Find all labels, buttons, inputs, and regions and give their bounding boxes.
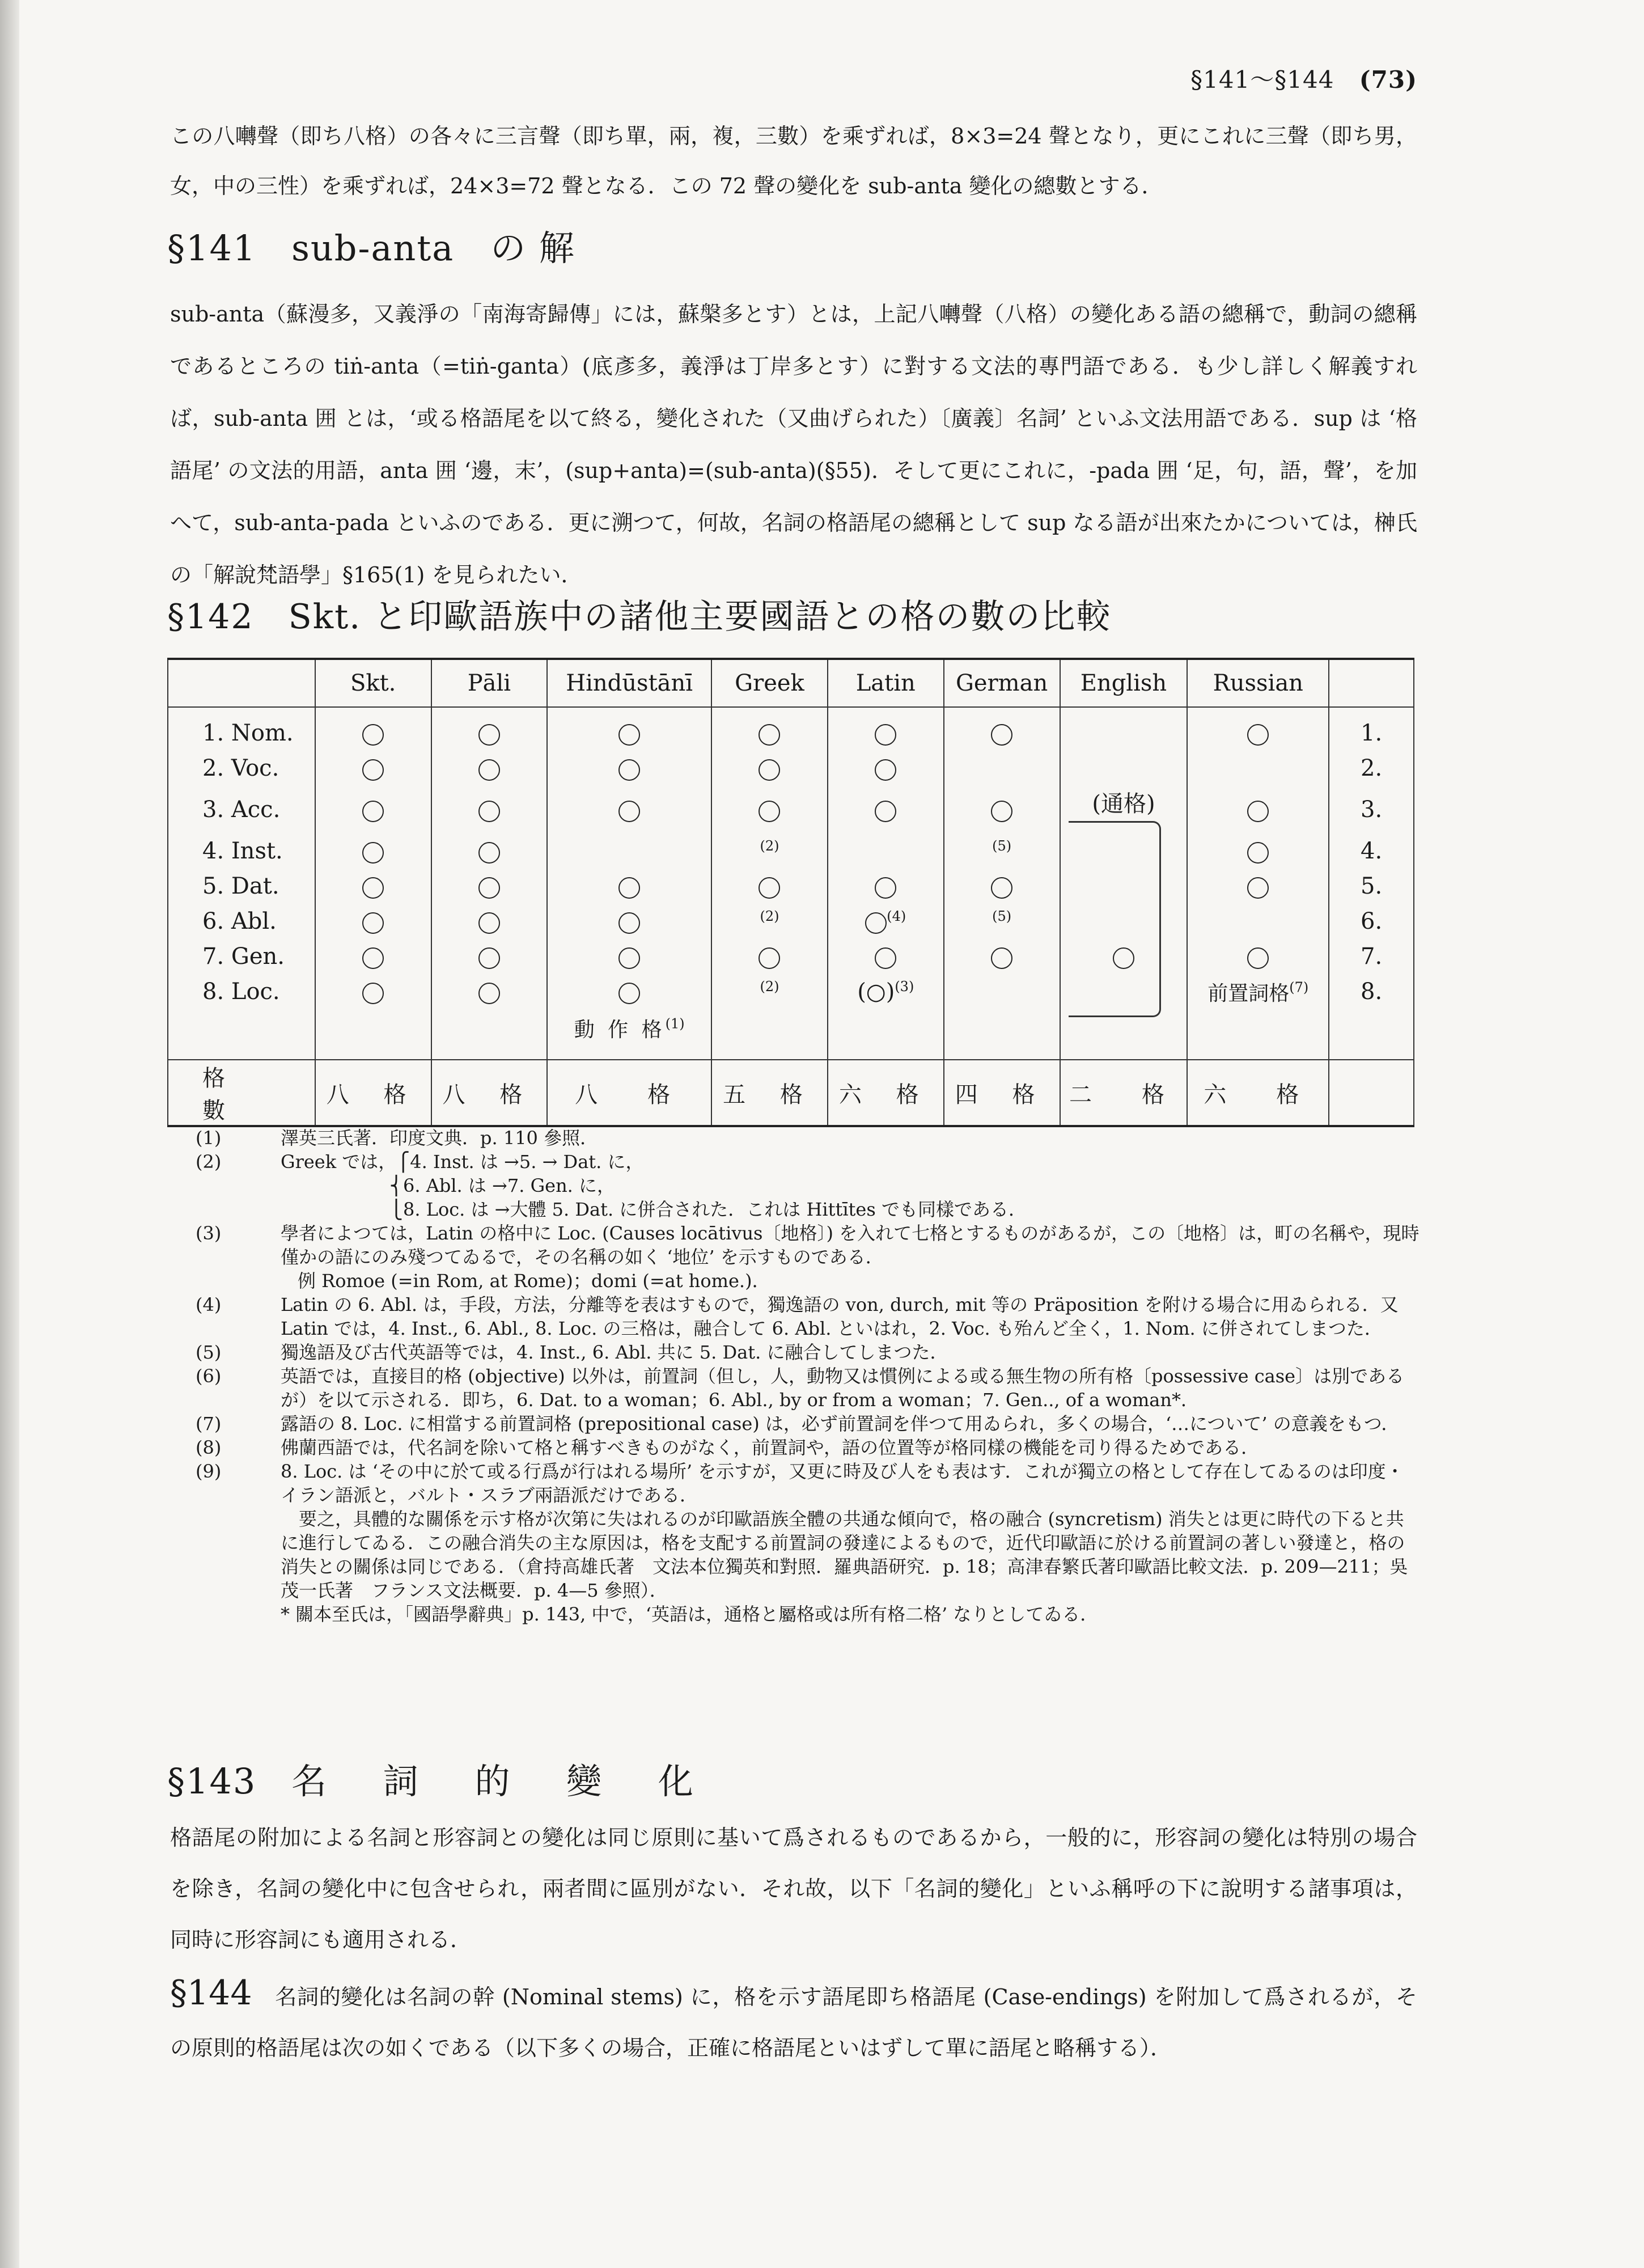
section-number: §142	[167, 597, 254, 637]
case-count: 八 格	[315, 1060, 431, 1126]
case-mark	[478, 842, 500, 864]
table-row	[168, 869, 1414, 904]
page-edge	[0, 0, 19, 2268]
case-count: 八 格	[431, 1060, 548, 1126]
case-mark	[362, 724, 384, 746]
case-count: 二 格	[1060, 1060, 1188, 1126]
case-mark	[1247, 724, 1269, 746]
case-mark	[362, 947, 384, 969]
note-ref: (2)	[760, 908, 779, 924]
col-header: Skt.	[315, 659, 431, 707]
row-number: 4.	[1329, 833, 1414, 869]
running-header	[1190, 61, 1417, 95]
case-mark	[478, 912, 500, 934]
case-label: 3. Acc.	[168, 786, 315, 833]
case-mark	[478, 877, 500, 899]
col-header: Russian	[1187, 659, 1329, 707]
row-number: 1.	[1329, 707, 1414, 751]
case-label: 1. Nom.	[168, 707, 315, 751]
case-mark	[618, 983, 640, 1004]
english-case-bracket	[1069, 821, 1161, 1017]
table-row	[168, 1014, 1414, 1060]
case-mark	[865, 912, 887, 934]
col-header: English	[1060, 659, 1188, 707]
case-label: 4. Inst.	[168, 833, 315, 869]
footnote: (6) 英語では，直接目的格 (objective) 以外は，前置詞（但し，人，動物又は慣例による或る無生物の所有格〔possessive case〕は別であるが）を以て示される．即ち，6. Dat. to a woman；6. Abl., by or from a woman；7. Gen.., of a woman*．	[196, 1365, 1405, 1411]
case-mark	[362, 842, 384, 864]
case-mark	[875, 877, 896, 899]
footnote: (8) 佛蘭西語では，代名詞を除いて格と稱すべきものがなく，前置詞や，語の位置等が格同樣の機能を司り得るためである．	[196, 1437, 1260, 1458]
case-label: 8. Loc.	[168, 974, 315, 1014]
col-header: Pāli	[431, 659, 548, 707]
footnote: (2) Greek では，⎧4. Inst. は →5. → Dat. に， ⎨6. Abl. は →7. Gen. に， ⎩8. Loc. は →大體 5. Dat. に併合された．これは Hittītes でも同樣である．	[196, 1151, 1027, 1220]
russian-prepositional-case: 前置詞格	[1207, 981, 1290, 1005]
case-mark	[759, 759, 780, 781]
section-title: 名 詞 的 變 化	[291, 1761, 716, 1802]
row-number: 8.	[1329, 974, 1414, 1014]
section-number: §143	[167, 1761, 257, 1802]
case-mark	[478, 724, 500, 746]
footnote: (5) 獨逸語及び古代英語等では，4. Inst., 6. Abl. 共に 5. Dat. に融合してしまつた．	[196, 1342, 948, 1363]
case-mark	[618, 947, 640, 969]
row-number: 7.	[1329, 939, 1414, 974]
case-mark	[618, 877, 640, 899]
col-header: German	[944, 659, 1060, 707]
case-mark	[478, 947, 500, 969]
case-label: 2. Voc.	[168, 751, 315, 786]
corner-cell	[168, 659, 315, 707]
row-number: 5.	[1329, 869, 1414, 904]
note-ref: (7)	[1289, 979, 1309, 996]
page-number: (73)	[1359, 66, 1417, 94]
hindustani-agentive-case: 動 作 格	[574, 1018, 666, 1042]
case-mark	[478, 801, 500, 822]
case-mark	[759, 801, 780, 822]
case-mark	[362, 912, 384, 934]
case-mark	[875, 801, 896, 822]
case-mark	[759, 877, 780, 899]
case-label: 7. Gen.	[168, 939, 315, 974]
case-mark	[1247, 801, 1269, 822]
row-number: 3.	[1329, 786, 1414, 833]
note-ref: (1)	[665, 1015, 685, 1032]
section-142-heading	[167, 590, 1111, 638]
intro-paragraph: この八囀聲（即ち八格）の各々に三言聲（即ち單，兩，複，三數）を乘ずれば，8×3=24 聲となり，更にこれに三聲（即ち男，女，中の三性）を乘ずれば，24×3=72 聲となる．この 72 聲の變化を sub-anta 變化の總數とする．	[170, 124, 1417, 198]
case-mark	[875, 759, 896, 781]
case-count: 五 格	[711, 1060, 828, 1126]
case-mark	[618, 759, 640, 781]
section-number: §141	[167, 227, 257, 269]
section-number: §144	[170, 1973, 252, 2013]
case-mark	[478, 759, 500, 781]
case-mark	[759, 724, 780, 746]
case-mark	[991, 877, 1012, 899]
case-mark	[618, 724, 640, 746]
case-mark	[759, 947, 780, 969]
footnote: (3) 學者によつては，Latin の格中に Loc. (Causes locātivus〔地格〕) を入れて七格とするものがあるが，この〔地格〕は，町の名稱や，現時僅かの語にのみ殘つてゐるで，その名稱の如く ‘地位’ を示すものである． 例 Romoe (=in Rom, at Rome)；domi (=at home.)．	[196, 1222, 1420, 1292]
case-comparison-table	[167, 658, 1414, 1127]
english-common-case: (通格)	[1092, 790, 1155, 817]
case-count: 六 格	[1187, 1060, 1329, 1126]
case-count: 六 格	[828, 1060, 944, 1126]
case-mark	[1247, 947, 1269, 969]
case-mark	[362, 801, 384, 822]
col-header: Greek	[711, 659, 828, 707]
footnote: (7) 露語の 8. Loc. に相當する前置詞格 (prepositional case) は，必ず前置詞を伴つて用ゐられ，多くの場合，‘…について’ の意義をもつ．	[196, 1413, 1400, 1435]
note-ref: (5)	[992, 837, 1012, 854]
section-143-heading	[167, 1753, 716, 1804]
table-row	[168, 939, 1414, 974]
case-mark	[991, 947, 1012, 969]
case-mark	[618, 801, 640, 822]
note-ref: (2)	[760, 837, 779, 854]
case-mark	[991, 801, 1012, 822]
case-count: 八 格	[547, 1060, 711, 1126]
section-141-body: sub-anta（蘇漫多，又義淨の「南海寄歸傳」には，蘇槃多とす）とは，上記八囀聲（八格）の變化ある語の總稱で，動詞の總稱であるところの tiṅ-anta（=tiṅ-ganta）(底彥多，義淨は丁岸多とす）に對する文法的專門語である．も少し詳しく解義すれば，sub-anta 囲 とは，‘或る格語尾を以て終る，變化された（又曲げられた）〔廣義〕名詞’ といふ文法用語である．sup は ‘格語尾’ の文法的用語，anta 囲 ‘邊，末’，(sup+anta)=(sub-anta)(§55)．そして更にこれに，-pada 囲 ‘足，句，語，聲’，を加へて，sub-anta-pada といふのである．更に溯つて，何故，名詞の格語尾の總稱として sup なる語が出來たかについては，榊氏の「解說梵語學」§165(1) を見られたい．	[170, 302, 1417, 587]
case-mark	[478, 983, 500, 1004]
footnote: (9) 8. Loc. は ‘その中に於て或る行爲が行はれる場所’ を示すが，又更に時及び人をも表はす．これが獨立の格として存在してゐるのは印度・イラン語派と，バルト・スラブ兩語派だけである． 要之，具體的な關係を示す格が次第に失はれるのが印歐語族全體の共通な傾向で，格の融合 (syncretism) 消失とは更に時代の下ると共に進行してゐる．この融合消失の主な原因は，格を支配する前置詞の發達によるもので，近代印歐語に於ける前置詞の著しい發達と，格の消失との關係は同じである．（倉持高雄氏著 文法本位獨英和對照．羅典語研究．p. 18；高津春繁氏著印歐語比較文法．p. 209—211；吳茂一氏著 フランス文法概要．p. 4—5 參照）． * 關本至氏は，「國語學辭典」p. 143, 中で，‘英語は，通格と屬格或は所有格二格’ なりとしてゐる．	[196, 1461, 1408, 1625]
section-144-body: 名詞的變化は名詞の幹 (Nominal stems) に，格を示す語尾即ち格語尾 (Case-endings) を附加して爲されるが，その原則的格語尾は次の如くである（以下多くの場合，正確に格語尾といはずして單に語尾と略稱する）．	[170, 1984, 1417, 2060]
latin-loc-mark: (○)	[857, 979, 895, 1005]
case-label: 5. Dat.	[168, 869, 315, 904]
table-header-row	[168, 659, 1414, 707]
section-144-paragraph	[170, 1967, 1417, 2074]
table-row	[168, 974, 1414, 1014]
row-number: 6.	[1329, 904, 1414, 939]
footnote: (1) 澤英三氏著．印度文典．p. 110 參照．	[196, 1127, 599, 1149]
case-mark	[1247, 877, 1269, 899]
case-mark	[362, 759, 384, 781]
table-row	[168, 786, 1414, 833]
case-count: 四 格	[944, 1060, 1060, 1126]
case-mark	[362, 877, 384, 899]
footnote: (4) Latin の 6. Abl. は，手段，方法，分離等を表はすもので，獨逸語の von, durch, mit 等の Präposition を附ける場合に用ゐられる．又 Latin では，4. Inst., 6. Abl., 8. Loc. の三格は，融合して 6. Abl. といはれ，2. Voc. も殆んど全く，1. Nom. に併されてしまつた．	[196, 1294, 1399, 1339]
case-mark	[618, 912, 640, 934]
table-row	[168, 904, 1414, 939]
table-row	[168, 833, 1414, 869]
case-mark	[991, 724, 1012, 746]
col-header: Hindūstānī	[547, 659, 711, 707]
case-mark	[875, 724, 896, 746]
note-ref: (2)	[760, 978, 779, 995]
corner-cell	[1329, 659, 1414, 707]
row-number: 2.	[1329, 751, 1414, 786]
table-row	[168, 707, 1414, 751]
section-143-body: 格語尾の附加による名詞と形容詞との變化は同じ原則に基いて爲されるものであるから，一般的に，形容詞の變化は特別の場合を除き，名詞の變化中に包含せられ，兩者間に區別がない．それ故，以下「名詞的變化」といふ稱呼の下に說明する諸事項は，同時に形容詞にも適用される．	[170, 1825, 1417, 1952]
case-mark	[1247, 842, 1269, 864]
note-ref: (5)	[992, 908, 1012, 924]
section-title: Skt. と印歐語族中の諸他主要國語との格の數の比較	[288, 597, 1112, 637]
section-141-heading	[167, 220, 575, 270]
col-header: Latin	[828, 659, 944, 707]
case-label: 6. Abl.	[168, 904, 315, 939]
section-range: §141〜§144	[1190, 66, 1334, 94]
case-mark	[362, 983, 384, 1004]
note-ref: (3)	[895, 978, 914, 995]
note-ref: (4)	[887, 908, 906, 924]
table-footer-row	[168, 1060, 1414, 1126]
section-title: sub-anta の 解	[291, 227, 575, 269]
table-row	[168, 751, 1414, 786]
footer-label: 格 數	[168, 1060, 315, 1126]
footnotes	[196, 1126, 1420, 1626]
case-mark	[875, 947, 896, 969]
